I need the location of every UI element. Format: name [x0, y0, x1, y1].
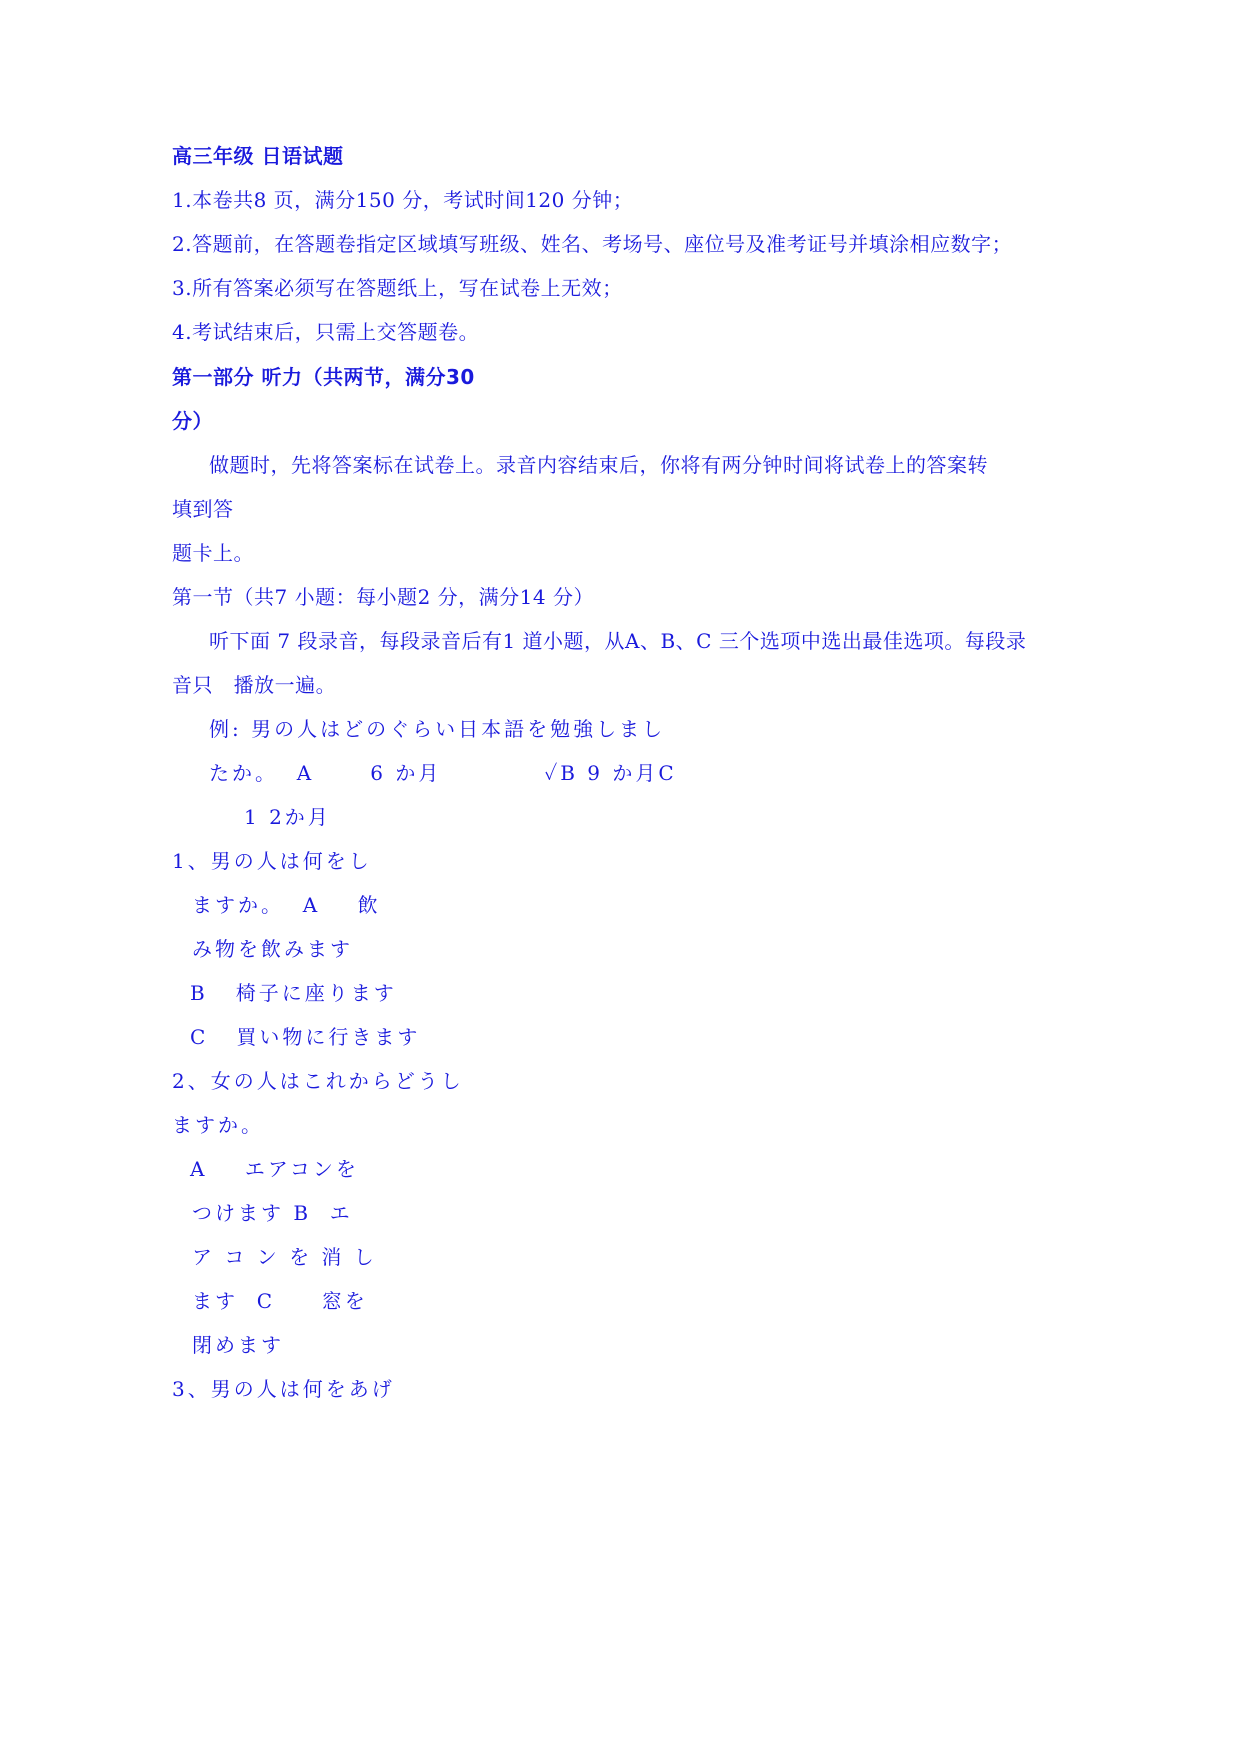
- example-option-c: 1 2か月: [244, 805, 331, 829]
- question-1-line: ますか。 A 飲: [192, 893, 381, 917]
- question-2-option-a: A エアコンを: [190, 1157, 359, 1181]
- question-1-stem: 1、男の人は何をし: [172, 849, 372, 873]
- question-1-line: み物を飲みます: [192, 937, 353, 961]
- part1-intro: 做题时，先将答案标在试卷上。录音内容结束后，你将有两分钟时间将试卷上的答案转: [209, 453, 988, 477]
- section1-directions: 听下面 7 段录音，每段录音后有1 道小题，从A、B、C 三个选项中选出最佳选项。每段录: [209, 629, 1027, 653]
- instruction-line: 1.本卷共8 页，满分150 分，考试时间120 分钟；: [172, 188, 634, 212]
- question-2-line: ますか。: [172, 1113, 264, 1137]
- question-2-stem: 2、女の人はこれからどうし: [172, 1069, 464, 1093]
- question-3-stem: 3、男の人は何をあげ: [172, 1377, 395, 1401]
- part1-intro-continued: 题卡上。: [172, 541, 254, 565]
- example-options: たか。 A 6 か月 ✓B 9 か月C: [209, 761, 677, 785]
- section1-directions-continued: 音只 播放一遍。: [172, 673, 337, 697]
- part1-heading-continued: 分）: [172, 409, 213, 433]
- instruction-line: 2.答题前，在答题卷指定区域填写班级、姓名、考场号、座位号及准考证号并填涂相应数字；: [172, 232, 1013, 256]
- question-1-option-b: B 椅子に座ります: [190, 981, 397, 1005]
- instruction-line: 3.所有答案必须写在答题纸上，写在试卷上无效；: [172, 276, 623, 300]
- part1-intro-continued: 填到答: [172, 497, 234, 521]
- part1-heading: 第一部分 听力（共两节，满分30: [172, 365, 475, 389]
- question-2-line: 閉めます: [192, 1333, 284, 1357]
- exam-title: 高三年级 日语试题: [172, 144, 344, 168]
- question-2-line: ます C 窓を: [192, 1289, 368, 1313]
- section1-heading: 第一节（共7 小题：每小题2 分，满分14 分）: [172, 585, 594, 609]
- question-1-option-c: C 買い物に行きます: [190, 1025, 421, 1049]
- question-2-line: つけます B エ: [192, 1201, 353, 1225]
- question-2-line: ア コ ン を 消 し: [192, 1245, 377, 1269]
- instruction-line: 4.考试结束后，只需上交答题卷。: [172, 320, 480, 344]
- example-question: 例: 男の人はどのぐらい日本語を勉強しまし: [209, 717, 666, 741]
